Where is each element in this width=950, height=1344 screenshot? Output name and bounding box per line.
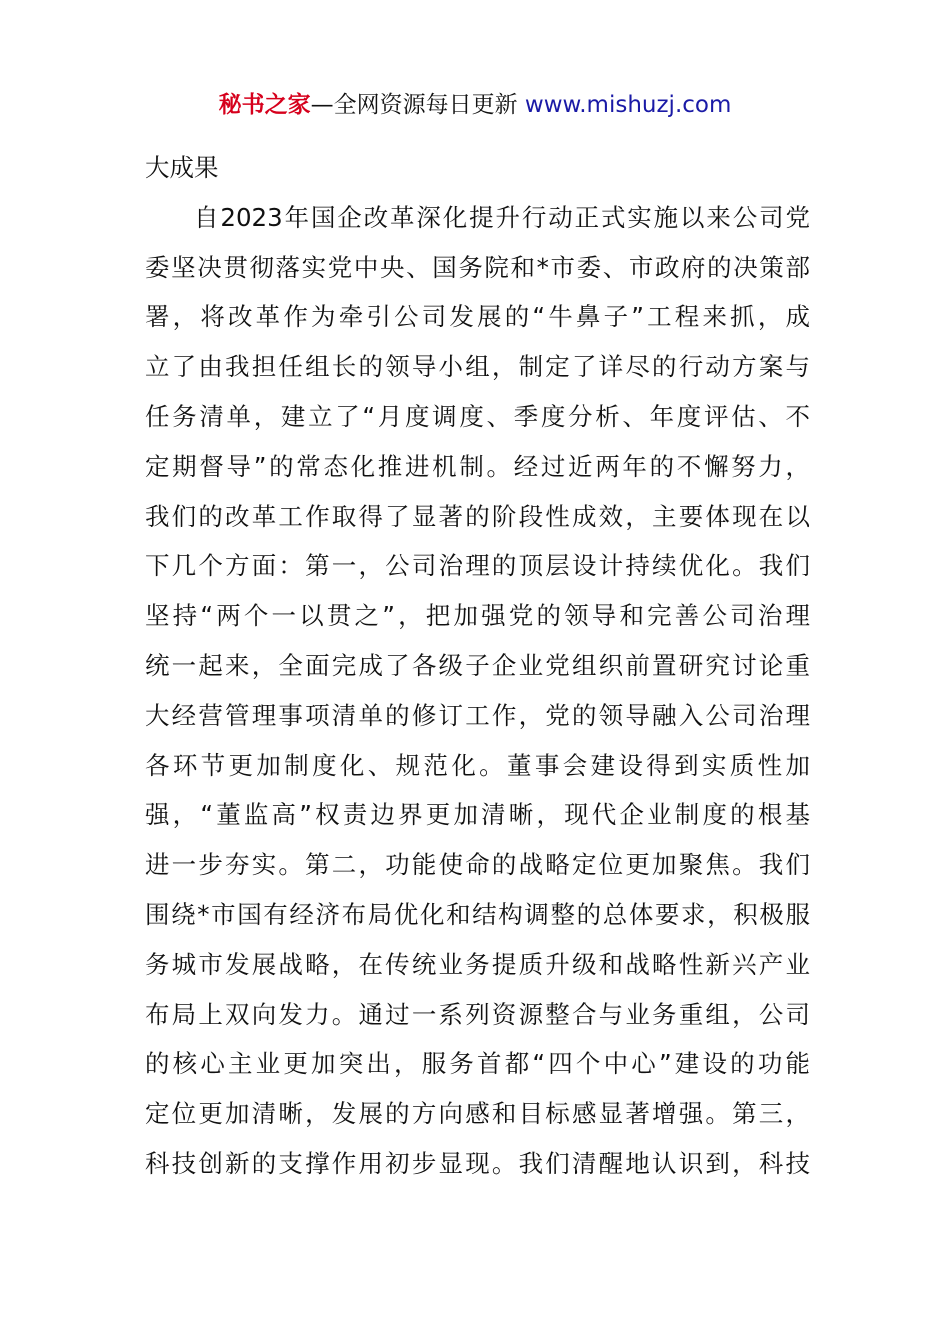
site-url-link[interactable]: www.mishuzj.com: [524, 92, 732, 118]
document-body: [145, 148, 810, 1194]
text-line: 我们的改革工作取得了显著的阶段性成效，主要体现在以: [145, 501, 810, 531]
text-line: 进一步夯实。第二，功能使命的战略定位更加聚焦。我们: [145, 850, 810, 880]
text-line: 围绕*市国有经济布局优化和结构调整的总体要求，积极服: [145, 899, 810, 929]
text-line: 的核心主业更加突出，服务首都“四个中心”建设的功能: [145, 1049, 810, 1079]
header-tagline: —全网资源每日更新: [310, 92, 525, 118]
text-line: 署，将改革作为牵引公司发展的“牛鼻子”工程来抓，成: [145, 302, 810, 332]
text-line: 大成果: [145, 153, 219, 182]
brand-name: 秘书之家: [218, 92, 311, 118]
text-line: 定期督导”的常态化推进机制。经过近两年的不懈努力，: [145, 451, 810, 481]
text-line: 任务清单，建立了“月度调度、季度分析、年度评估、不: [145, 401, 810, 431]
site-header: [0, 88, 950, 122]
text-line: 下几个方面：第一，公司治理的顶层设计持续优化。我们: [145, 551, 810, 581]
text-line: 布局上双向发力。通过一系列资源整合与业务重组，公司: [145, 999, 810, 1029]
text-line: 定位更加清晰，发展的方向感和目标感显著增强。第三，: [145, 1099, 810, 1129]
text-line: 大经营管理事项清单的修订工作，党的领导融入公司治理: [145, 700, 810, 730]
text-line: 立了由我担任组长的领导小组，制定了详尽的行动方案与: [145, 352, 810, 382]
text-line: 科技创新的支撑作用初步显现。我们清醒地认识到，科技: [145, 1148, 810, 1178]
text-line: 统一起来，全面完成了各级子企业党组织前置研究讨论重: [145, 650, 810, 680]
text-line: 强，“董监高”权责边界更加清晰，现代企业制度的根基: [145, 800, 810, 830]
text-line: 务城市发展战略，在传统业务提质升级和战略性新兴产业: [145, 949, 810, 979]
text-line: 坚持“两个一以贯之”，把加强党的领导和完善公司治理: [145, 601, 810, 631]
text-line: 委坚决贯彻落实党中央、国务院和*市委、市政府的决策部: [145, 252, 810, 282]
text-line: 各环节更加制度化、规范化。董事会建设得到实质性加: [145, 750, 810, 780]
text-line: 自2023年国企改革深化提升行动正式实施以来公司党: [194, 202, 810, 232]
